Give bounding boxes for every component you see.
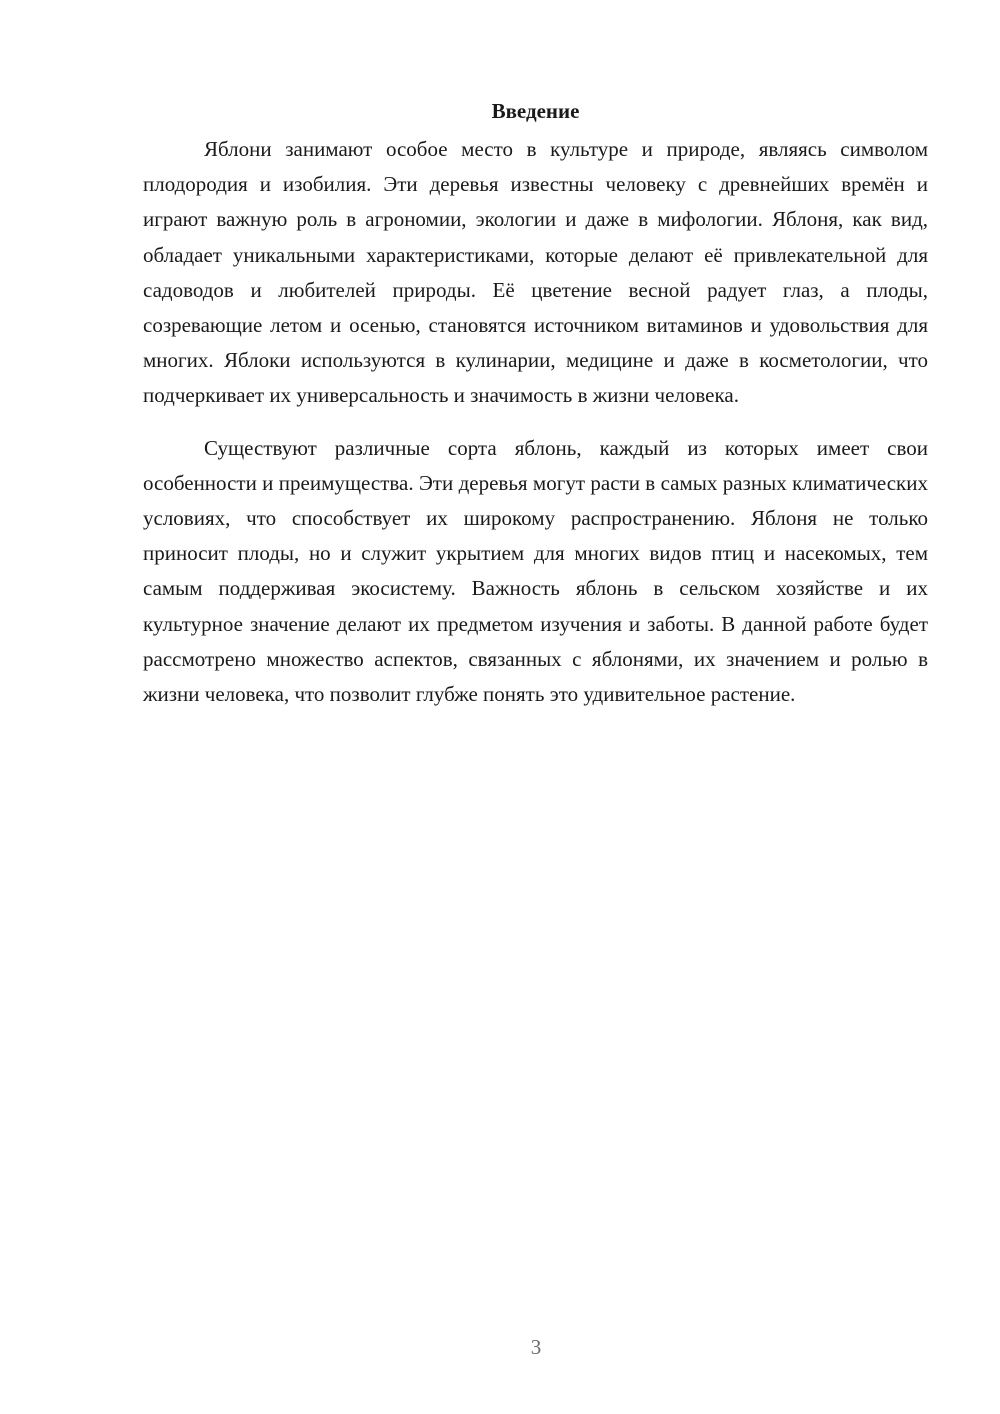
page-number: 3 bbox=[530, 1335, 542, 1359]
paragraph-2: Существуют различные сорта яблонь, каждый из которых имеет свои особенности и преимущества. Эти деревья могут расти в самых разных климатических условиях, что способствует их широкому распространению. Яблоня не только приносит плоды, но и служит укрытием для многих видов птиц и насекомых, тем самым поддерживая экосистему. Важность яблонь в сельском хозяйстве и их культурное значение делают их предметом изучения и заботы. В данной работе будет рассмотрено множество аспектов, связанных с яблонями, их значением и ролью в жизни человека, что позволит глубже понять это удивительное растение. bbox=[143, 435, 928, 707]
paragraph-1: Яблони занимают особое место в культуре и природе, являясь символом плодородия и изобилия. Эти деревья известны человеку с древнейших времён и играют важную роль в агрономии, экологии и даже в мифологии. Яблоня, как вид, обладает уникальными характеристиками, которые делают её привлекательной для садоводов и любителей природы. Её цветение весной радует глаз, а плоды, созревающие летом и осенью, становятся источником витаминов и удовольствия для многих. Яблоки используются в кулинарии, медицине и даже в косметологии, что подчеркивает их универсальность и значимость в жизни человека. bbox=[143, 137, 928, 408]
page-content bbox=[143, 96, 928, 712]
page-title: Введение bbox=[491, 99, 580, 123]
